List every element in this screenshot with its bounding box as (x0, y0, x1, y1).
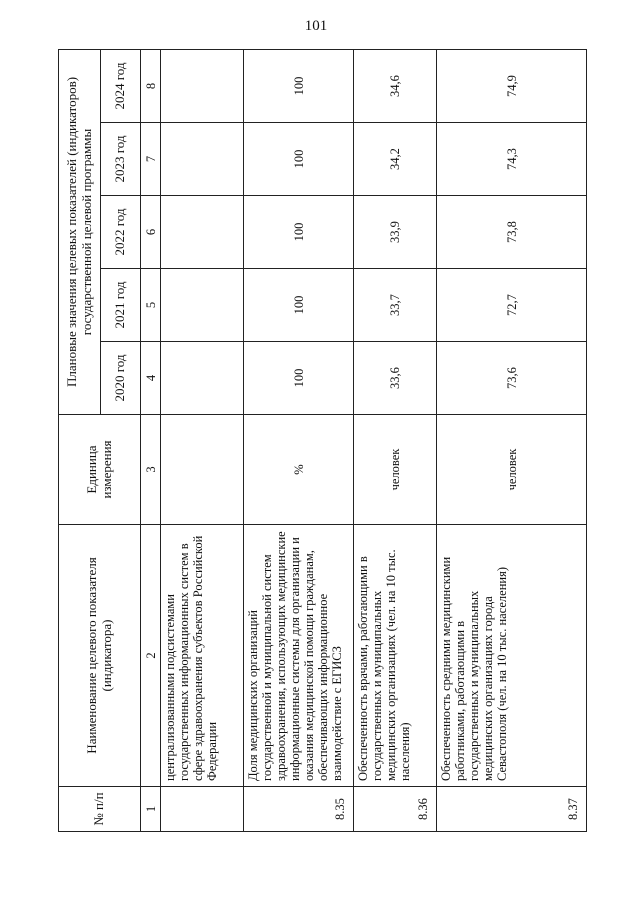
value-cell (161, 196, 244, 269)
header-num: № п/п (59, 787, 141, 832)
column-number: 3 (141, 415, 161, 525)
value-cell (161, 123, 244, 196)
value-cell: 100 (244, 342, 354, 415)
value-cell (161, 269, 244, 342)
column-number: 6 (141, 196, 161, 269)
column-number: 2 (141, 525, 161, 787)
value-cell: 100 (244, 196, 354, 269)
header-year: 2020 год (101, 342, 141, 415)
value-cell: 73,6 (437, 342, 587, 415)
column-numbers-row (141, 49, 161, 831)
column-number: 1 (141, 787, 161, 832)
header-unit: Единица измерения (59, 415, 141, 525)
table-row (437, 49, 587, 831)
row-number: 8.37 (437, 787, 587, 832)
header-row-1 (59, 49, 101, 831)
header-name: Наименование целевого показателя (индикатора) (59, 525, 141, 787)
value-cell: 100 (244, 123, 354, 196)
value-cell: 73,8 (437, 196, 587, 269)
value-cell: 34,2 (354, 123, 437, 196)
rotated-table-container (58, 50, 586, 832)
value-cell (161, 49, 244, 122)
column-number: 5 (141, 269, 161, 342)
row-number: 8.36 (354, 787, 437, 832)
header-plan: Плановые значения целевых показателей (индикаторов) государственной целевой программы (59, 49, 101, 414)
header-year: 2021 год (101, 269, 141, 342)
value-cell: 100 (244, 49, 354, 122)
row-number: 8.35 (244, 787, 354, 832)
unit-cell (161, 415, 244, 525)
value-cell: 34,6 (354, 49, 437, 122)
value-cell: 74,9 (437, 49, 587, 122)
value-cell: 100 (244, 269, 354, 342)
indicator-name: Обеспеченность средними медицинскими работниками, работающими в государственных и муниципальных медицинских организациях города Севастополя (чел. на 10 тыс. населения) (437, 525, 587, 787)
header-year: 2022 год (101, 196, 141, 269)
indicator-name: Обеспеченность врачами, работающими в государственных и муниципальных медицинских организациях (чел. на 10 тыс. населения) (354, 525, 437, 787)
column-number: 4 (141, 342, 161, 415)
column-number: 7 (141, 123, 161, 196)
indicator-name: Доля медицинских организаций государственной и муниципальной систем здравоохранения, использующих медицинские информационные системы для организации и оказания медицинской помощи гражданам, обеспечивающих информационное взаимодействие с ЕГИСЗ (244, 525, 354, 787)
unit-cell: человек (437, 415, 587, 525)
unit-cell: человек (354, 415, 437, 525)
row-number (161, 787, 244, 832)
unit-cell: % (244, 415, 354, 525)
column-number: 8 (141, 49, 161, 122)
table-row (354, 49, 437, 831)
value-cell: 74,3 (437, 123, 587, 196)
table-row (244, 49, 354, 831)
value-cell: 72,7 (437, 269, 587, 342)
page-number: 101 (304, 18, 328, 34)
header-year: 2023 год (101, 123, 141, 196)
value-cell (161, 342, 244, 415)
value-cell: 33,7 (354, 269, 437, 342)
table-row (161, 49, 244, 831)
value-cell: 33,6 (354, 342, 437, 415)
indicators-table (58, 49, 587, 832)
header-year: 2024 год (101, 49, 141, 122)
value-cell: 33,9 (354, 196, 437, 269)
indicator-name: централизованными подсистемами государственных информационных систем в сфере здравоохранения субъектов Российской Федерации (161, 525, 244, 787)
